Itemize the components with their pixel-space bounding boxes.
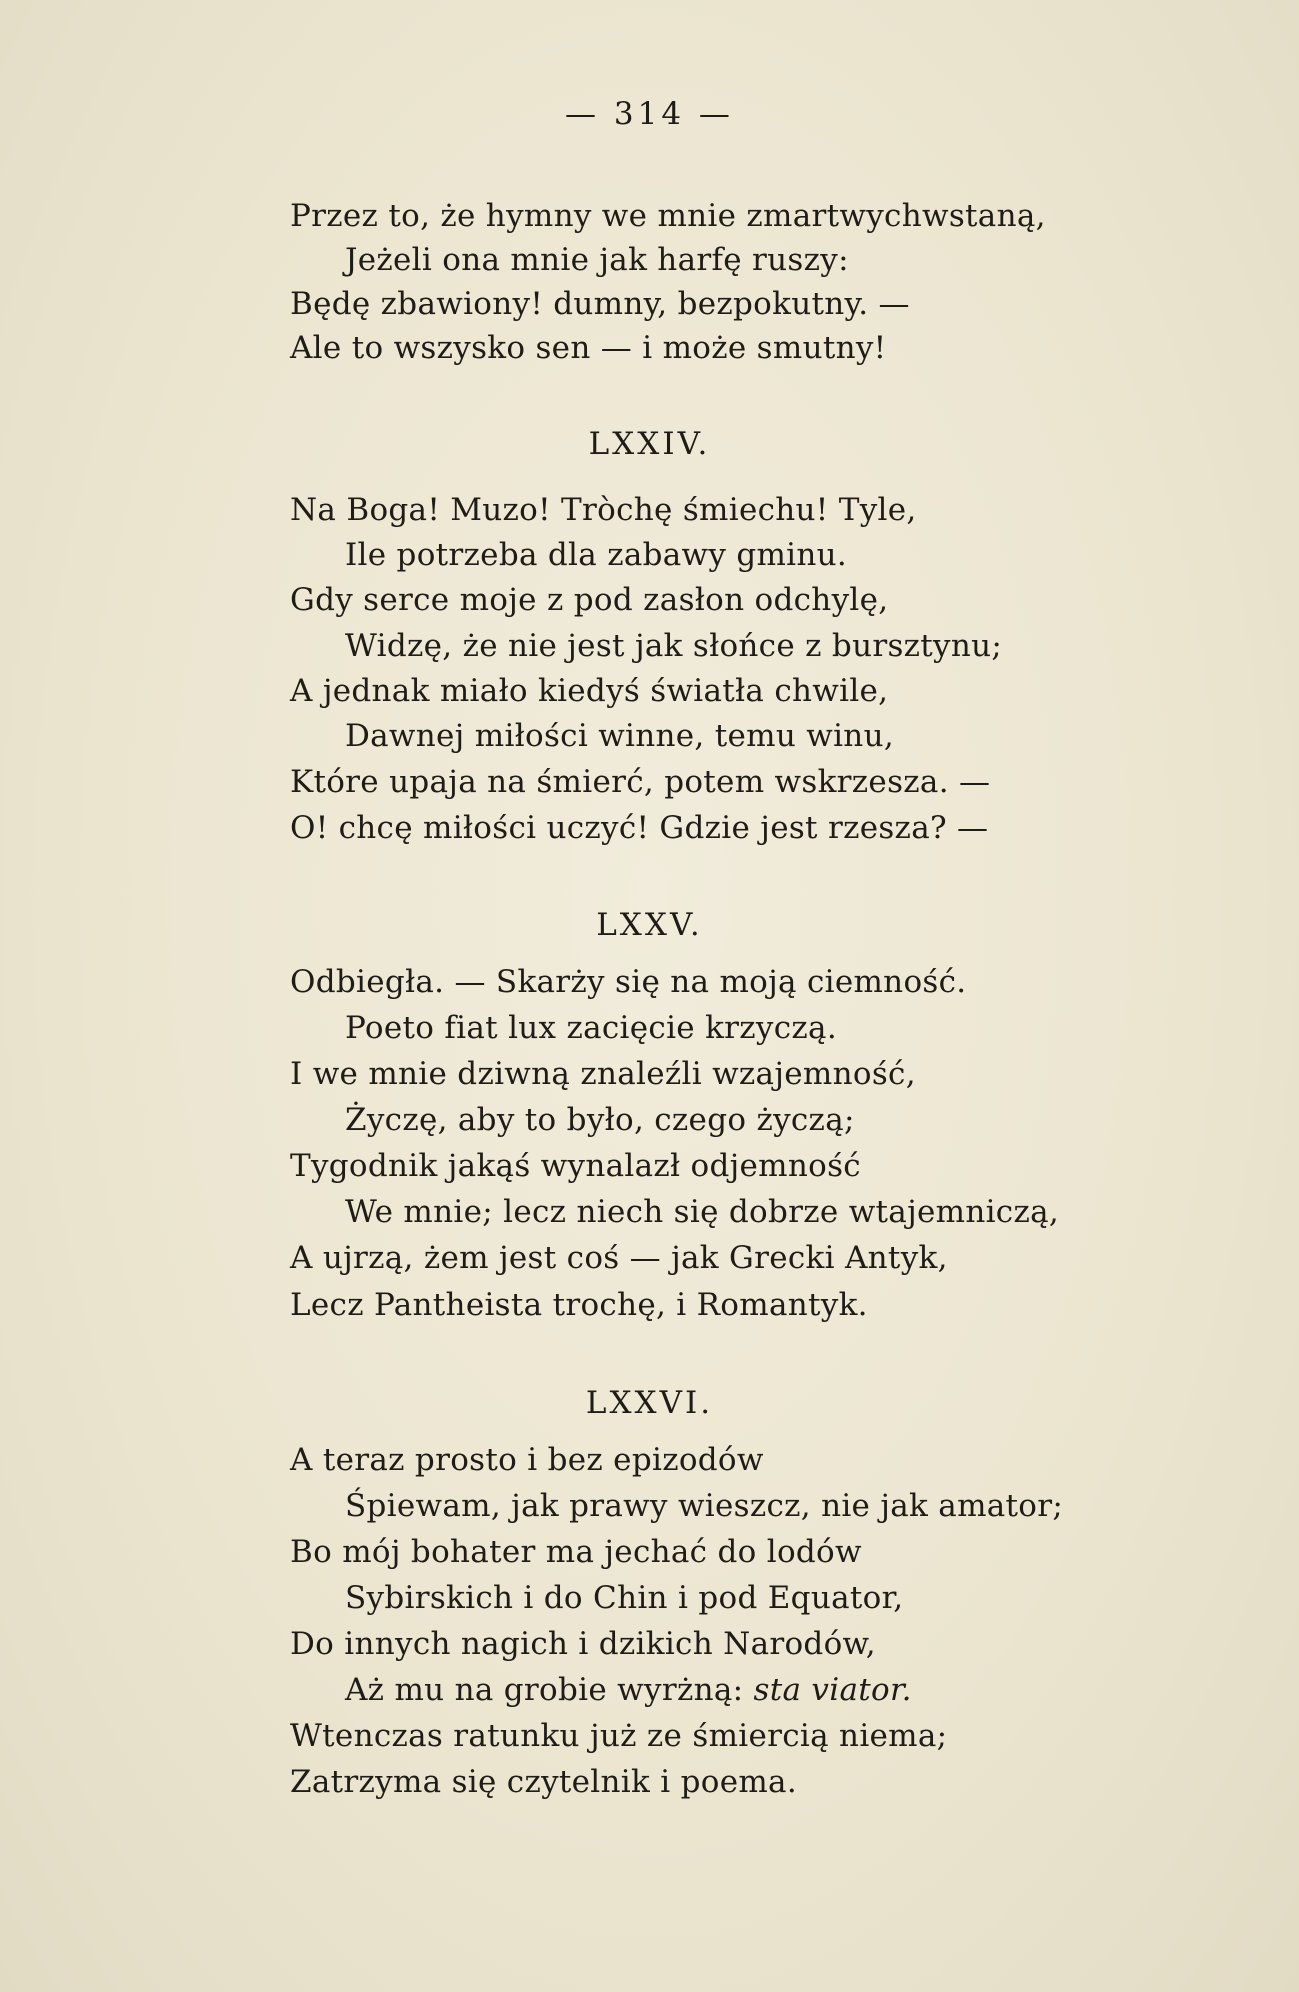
verse-line: Będę zbawiony! dumny, bezpokutny. — [290, 286, 910, 322]
verse-line: Bo mój bohater ma jechać do lodów [290, 1534, 862, 1570]
verse-line: Życzę, aby to było, czego życzą; [345, 1102, 855, 1138]
verse-line: Wtenczas ratunku już ze śmiercią niema; [290, 1718, 948, 1754]
verse-line: Odbiegła. — Skarży się na moją ciemność. [290, 964, 967, 1000]
verse-line: A teraz prosto i bez epizodów [290, 1442, 764, 1478]
verse-line [345, 1670, 912, 1710]
section-heading: LXXVI. [585, 1385, 714, 1421]
verse-line: Przez to, że hymny we mnie zmartwychwstaną, [290, 198, 1046, 234]
verse-line: Śpiewam, jak prawy wieszcz, nie jak amator; [345, 1488, 1064, 1524]
verse-line: Zatrzyma się czytelnik i poema. [290, 1764, 797, 1800]
verse-line: Ile potrzeba dla zabawy gminu. [345, 537, 848, 573]
verse-line: A ujrzą, żem jest coś — jak Grecki Antyk, [290, 1240, 948, 1276]
verse-text: Aż mu na grobie wyrżną: [345, 1672, 744, 1708]
section-heading: LXXV. [596, 907, 703, 943]
verse-line: Jeżeli ona mnie jak harfę ruszy: [345, 242, 849, 278]
section-heading: LXXIV. [588, 426, 711, 462]
verse-line: Tygodnik jakąś wynalazł odjemność [290, 1148, 861, 1184]
italic-phrase: sta viator. [753, 1672, 912, 1708]
page-number: — 314 — [565, 96, 734, 132]
verse-line: Sybirskich i do Chin i pod Equator, [345, 1580, 904, 1616]
verse-line: Widzę, że nie jest jak słońce z bursztynu; [345, 628, 1003, 664]
verse-line: Gdy serce moje z pod zasłon odchylę, [290, 582, 889, 618]
verse-line: Poeto fiat lux zacięcie krzyczą. [345, 1010, 837, 1046]
verse-line: O! chcę miłości uczyć! Gdzie jest rzesza? — [290, 810, 989, 846]
verse-line: Dawnej miłości winne, temu winu, [345, 718, 894, 754]
verse-line: Na Boga! Muzo! Tròchę śmiechu! Tyle, [290, 492, 917, 528]
verse-line: Które upaja na śmierć, potem wskrzesza. — [290, 764, 991, 800]
verse-line: Ale to wszysko sen — i może smutny! [290, 330, 887, 366]
verse-line: Lecz Pantheista trochę, i Romantyk. [290, 1287, 868, 1323]
verse-line: A jednak miało kiedyś światła chwile, [290, 673, 889, 709]
verse-line: I we mnie dziwną znaleźli wzajemność, [290, 1056, 916, 1092]
verse-line: We mnie; lecz niech się dobrze wtajemniczą, [345, 1194, 1060, 1230]
verse-line: Do innych nagich i dzikich Narodów, [290, 1626, 876, 1662]
